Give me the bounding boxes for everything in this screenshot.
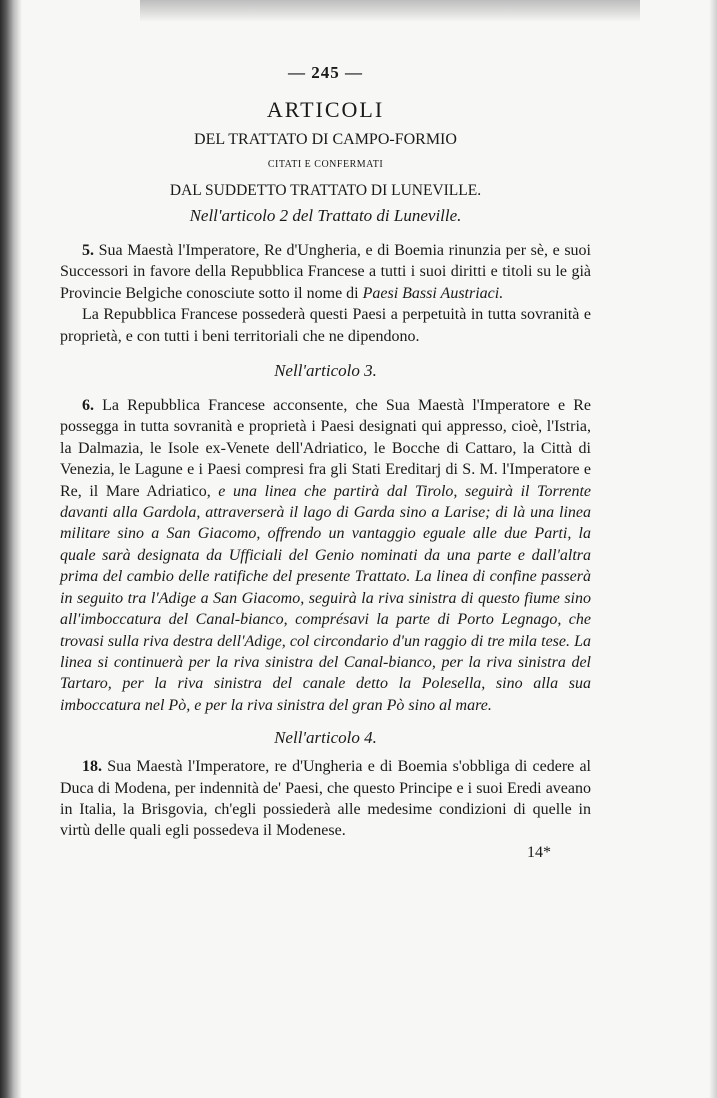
article-number: 6. [82, 397, 94, 415]
article-text-italic: Paesi Bassi Austriaci. [362, 284, 504, 302]
page-subtitle-small: CITATI E CONFERMATI [267, 159, 384, 170]
article-paragraph [60, 756, 591, 842]
article-text: La Repubblica Francese possederà questi Paesi a perpetuità in tutta sovranità e proprietà, e con tutti i beni territoriali che ne dipendono. [60, 306, 591, 345]
article-paragraph [60, 395, 591, 716]
article-text-italic: e una linea che partirà dal Tirolo, seguirà il Torrente davanti alla Gardola, attraverserà il lago di Garda sino a Larise; di là una linea militare sino a San Giacomo, offrendo un vantaggio eguale alle due Parti, la quale sarà designata da Ufficiali del Genio nominati da una parte e dall'altra prima del cambio delle ratifiche del presente Trattato. La linea di confine passerà in seguito tra l'Adige a San Giacomo, seguirà la riva sinistra di questo fiume sino all'imboccatura del Canal-bianco, comprésavi la parte di Porto Legnago, che trovasi sulla riva destra dell'Adige, col circondario d'un raggio di tre mila tese. La linea si continuerà per la riva sinistra del Canal-bianco, per la riva sinistra del Tartaro, per la riva sinistra del canale detto la Polesella, sino alla sua imboccatura nel Pò, e per la riva sinistra del gran Pò sino al mare. [60, 482, 591, 714]
section-heading: Nell'articolo 3. [274, 361, 377, 381]
page-subtitle: DEL TRATTATO DI CAMPO-FORMIO [194, 131, 457, 148]
article-text: La Repubblica Francese acconsente, che Sua Maestà l'Imperatore e Re possegga in tutta sovranità e proprietà i Paesi designati qui appresso, cioè, l'Istria, la Dalmazia, le Isole ex-Venete dell'Adriatico, le Bocche di Cattaro, la Città di Venezia, le Lagune e i Paesi compresi fra gli Stati Ereditarj di S. M. l'Imperatore e Re, il Mare Adriatico, [60, 397, 591, 500]
page-edge [709, 0, 717, 1098]
page-text [60, 55, 591, 862]
section-heading: Nell'articolo 2 del Trattato di Luneville. [189, 206, 462, 225]
article-text: Sua Maestà l'Imperatore, re d'Ungheria e di Boemia s'obbliga di cedere al Duca di Modena, per indennità de' Paesi, che questo Principe e i suoi Eredi aveano in Italia, la Brisgovia, ch'egli possiederà alle medesime condizioni di quelle in virtù delle quali egli possedeva il Modenese. [60, 758, 591, 840]
page-number: — 245 — [288, 63, 363, 82]
scan-shadow-top [140, 0, 640, 22]
article-paragraph [60, 240, 591, 304]
signature-mark: 14* [527, 843, 551, 861]
article-paragraph [60, 304, 591, 347]
page-title: ARTICOLI [266, 97, 385, 122]
book-gutter [0, 0, 22, 1098]
page-subtitle-luneville: DAL SUDDETTO TRATTATO DI LUNEVILLE. [169, 182, 482, 199]
article-number: 5. [82, 242, 94, 259]
section-heading: Nell'articolo 4. [274, 728, 377, 748]
article-text: Sua Maestà l'Imperatore, Re d'Ungheria, e di Boemia rinunzia per sè, e suoi Successori in favore della Repubblica Francese a tutti i suoi diritti e titoli su le già Provincie Belgiche conosciute sotto il nome di [60, 242, 591, 302]
article-number: 18. [82, 758, 102, 776]
